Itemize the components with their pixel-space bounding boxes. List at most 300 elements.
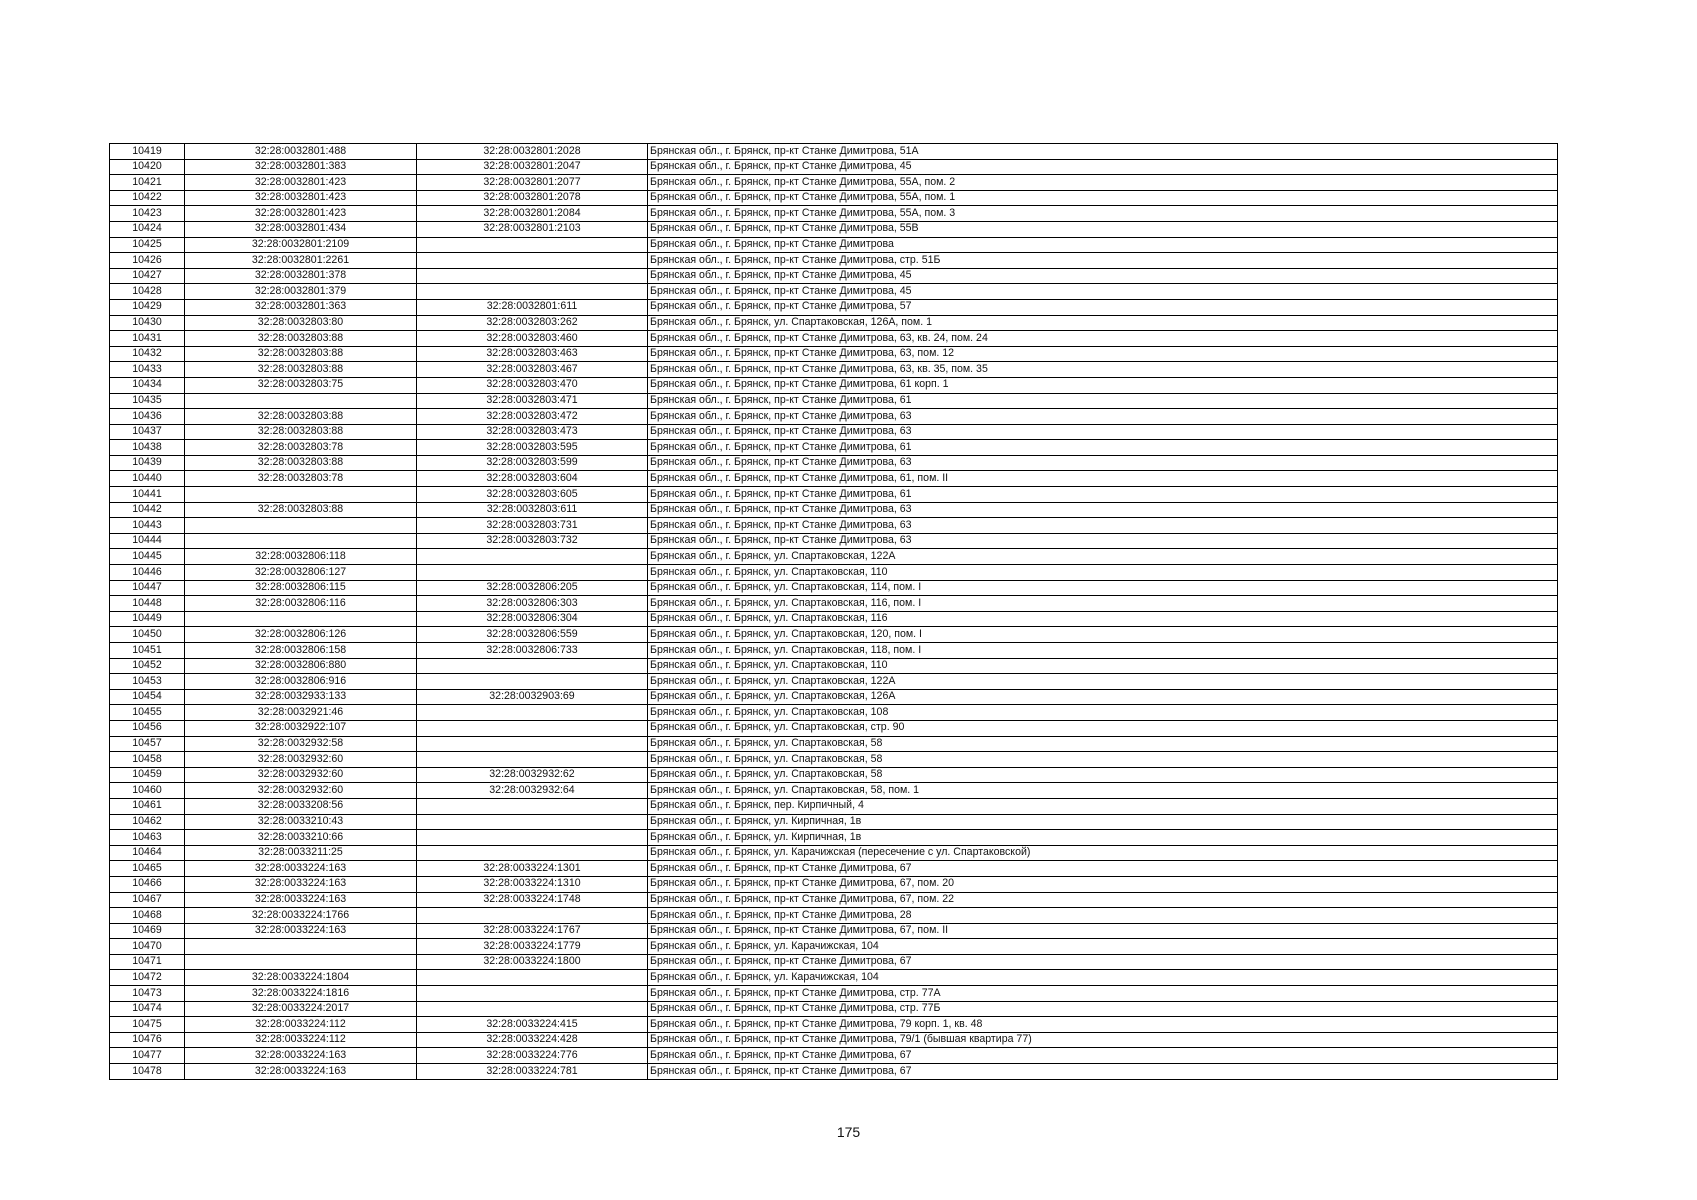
address-cell: Брянская обл., г. Брянск, ул. Спартаковская, 120, пом. I <box>648 627 1558 643</box>
row-number-cell: 10474 <box>110 1001 185 1017</box>
table-row <box>110 424 1558 440</box>
object-cadastral-number-cell: 32:28:0033224:1748 <box>417 892 648 908</box>
address-cell: Брянская обл., г. Брянск, пр-кт Станке Димитрова, 67 <box>648 861 1558 877</box>
object-cadastral-number-cell: 32:28:0032803:470 <box>417 377 648 393</box>
address-cell: Брянская обл., г. Брянск, пр-кт Станке Димитрова, стр. 51Б <box>648 253 1558 269</box>
address-cell: Брянская обл., г. Брянск, пр-кт Станке Димитрова, 45 <box>648 159 1558 175</box>
row-number-cell: 10424 <box>110 221 185 237</box>
table-row <box>110 798 1558 814</box>
row-number-cell: 10419 <box>110 144 185 160</box>
parcel-cadastral-number-cell <box>185 393 417 409</box>
row-number-cell: 10459 <box>110 767 185 783</box>
parcel-cadastral-number-cell: 32:28:0032803:88 <box>185 502 417 518</box>
table-row <box>110 159 1558 175</box>
table-row <box>110 502 1558 518</box>
table-row <box>110 954 1558 970</box>
parcel-cadastral-number-cell: 32:28:0032801:423 <box>185 175 417 191</box>
address-cell: Брянская обл., г. Брянск, пр-кт Станке Димитрова, 67, пом. 22 <box>648 892 1558 908</box>
address-cell: Брянская обл., г. Брянск, пр-кт Станке Димитрова, 28 <box>648 908 1558 924</box>
address-cell: Брянская обл., г. Брянск, пер. Кирпичный, 4 <box>648 798 1558 814</box>
table-row <box>110 284 1558 300</box>
parcel-cadastral-number-cell: 32:28:0032806:916 <box>185 674 417 690</box>
table-row <box>110 237 1558 253</box>
row-number-cell: 10452 <box>110 658 185 674</box>
parcel-cadastral-number-cell: 32:28:0033224:163 <box>185 892 417 908</box>
row-number-cell: 10467 <box>110 892 185 908</box>
address-cell: Брянская обл., г. Брянск, пр-кт Станке Димитрова, 63, пом. 12 <box>648 346 1558 362</box>
parcel-cadastral-number-cell <box>185 611 417 627</box>
row-number-cell: 10451 <box>110 643 185 659</box>
row-number-cell: 10440 <box>110 471 185 487</box>
object-cadastral-number-cell: 32:28:0032801:2077 <box>417 175 648 191</box>
address-cell: Брянская обл., г. Брянск, пр-кт Станке Димитрова, 55А, пом. 1 <box>648 190 1558 206</box>
object-cadastral-number-cell <box>417 752 648 768</box>
parcel-cadastral-number-cell: 32:28:0032803:75 <box>185 377 417 393</box>
address-cell: Брянская обл., г. Брянск, пр-кт Станке Димитрова, 61 <box>648 393 1558 409</box>
table-row <box>110 627 1558 643</box>
address-cell: Брянская обл., г. Брянск, пр-кт Станке Димитрова, 67, пом. 20 <box>648 876 1558 892</box>
address-cell: Брянская обл., г. Брянск, пр-кт Станке Димитрова, 45 <box>648 268 1558 284</box>
table-row <box>110 923 1558 939</box>
table-row <box>110 253 1558 269</box>
parcel-cadastral-number-cell: 32:28:0032803:88 <box>185 409 417 425</box>
parcel-cadastral-number-cell: 32:28:0033210:43 <box>185 814 417 830</box>
parcel-cadastral-number-cell: 32:28:0033224:112 <box>185 1032 417 1048</box>
row-number-cell: 10462 <box>110 814 185 830</box>
address-cell: Брянская обл., г. Брянск, пр-кт Станке Димитрова <box>648 237 1558 253</box>
object-cadastral-number-cell <box>417 720 648 736</box>
table-row <box>110 736 1558 752</box>
row-number-cell: 10473 <box>110 986 185 1002</box>
parcel-cadastral-number-cell <box>185 518 417 534</box>
object-cadastral-number-cell: 32:28:0033224:1800 <box>417 954 648 970</box>
object-cadastral-number-cell <box>417 830 648 846</box>
parcel-cadastral-number-cell: 32:28:0032803:80 <box>185 315 417 331</box>
object-cadastral-number-cell: 32:28:0032803:463 <box>417 346 648 362</box>
table-row <box>110 409 1558 425</box>
table-row <box>110 377 1558 393</box>
row-number-cell: 10477 <box>110 1048 185 1064</box>
address-cell: Брянская обл., г. Брянск, пр-кт Станке Димитрова, 63, кв. 24, пом. 24 <box>648 331 1558 347</box>
table-row <box>110 783 1558 799</box>
object-cadastral-number-cell: 32:28:0032803:732 <box>417 533 648 549</box>
address-cell: Брянская обл., г. Брянск, пр-кт Станке Димитрова, 61 <box>648 487 1558 503</box>
address-cell: Брянская обл., г. Брянск, ул. Спартаковская, 126А, пом. 1 <box>648 315 1558 331</box>
table-row <box>110 487 1558 503</box>
row-number-cell: 10469 <box>110 923 185 939</box>
parcel-cadastral-number-cell: 32:28:0032806:116 <box>185 596 417 612</box>
row-number-cell: 10475 <box>110 1017 185 1033</box>
row-number-cell: 10466 <box>110 876 185 892</box>
parcel-cadastral-number-cell: 32:28:0032806:127 <box>185 565 417 581</box>
address-cell: Брянская обл., г. Брянск, ул. Спартаковская, 122А <box>648 674 1558 690</box>
parcel-cadastral-number-cell: 32:28:0032803:78 <box>185 440 417 456</box>
object-cadastral-number-cell <box>417 1001 648 1017</box>
table-row <box>110 518 1558 534</box>
parcel-cadastral-number-cell: 32:28:0033224:163 <box>185 861 417 877</box>
parcel-cadastral-number-cell: 32:28:0033224:2017 <box>185 1001 417 1017</box>
table-row <box>110 596 1558 612</box>
object-cadastral-number-cell <box>417 970 648 986</box>
parcel-cadastral-number-cell: 32:28:0032933:133 <box>185 689 417 705</box>
object-cadastral-number-cell: 32:28:0032803:467 <box>417 362 648 378</box>
parcel-cadastral-number-cell: 32:28:0033211:25 <box>185 845 417 861</box>
object-cadastral-number-cell: 32:28:0032932:62 <box>417 767 648 783</box>
address-cell: Брянская обл., г. Брянск, пр-кт Станке Димитрова, 55А, пом. 2 <box>648 175 1558 191</box>
object-cadastral-number-cell: 32:28:0032801:2047 <box>417 159 648 175</box>
address-cell: Брянская обл., г. Брянск, пр-кт Станке Димитрова, 57 <box>648 299 1558 315</box>
parcel-cadastral-number-cell: 32:28:0032803:88 <box>185 362 417 378</box>
table-row <box>110 986 1558 1002</box>
parcel-cadastral-number-cell: 32:28:0032932:60 <box>185 767 417 783</box>
table-row <box>110 346 1558 362</box>
row-number-cell: 10458 <box>110 752 185 768</box>
object-cadastral-number-cell: 32:28:0032806:733 <box>417 643 648 659</box>
address-cell: Брянская обл., г. Брянск, пр-кт Станке Димитрова, 67 <box>648 1064 1558 1080</box>
parcel-cadastral-number-cell: 32:28:0032803:88 <box>185 455 417 471</box>
table-row <box>110 892 1558 908</box>
parcel-cadastral-number-cell: 32:28:0032801:434 <box>185 221 417 237</box>
row-number-cell: 10447 <box>110 580 185 596</box>
object-cadastral-number-cell <box>417 284 648 300</box>
object-cadastral-number-cell <box>417 736 648 752</box>
object-cadastral-number-cell <box>417 549 648 565</box>
table-row <box>110 876 1558 892</box>
row-number-cell: 10429 <box>110 299 185 315</box>
object-cadastral-number-cell: 32:28:0033224:781 <box>417 1064 648 1080</box>
parcel-cadastral-number-cell: 32:28:0033224:163 <box>185 1048 417 1064</box>
address-cell: Брянская обл., г. Брянск, ул. Кирпичная, 1в <box>648 814 1558 830</box>
row-number-cell: 10441 <box>110 487 185 503</box>
parcel-cadastral-number-cell: 32:28:0032801:378 <box>185 268 417 284</box>
row-number-cell: 10463 <box>110 830 185 846</box>
object-cadastral-number-cell: 32:28:0032803:611 <box>417 502 648 518</box>
page-number: 175 <box>836 1124 861 1140</box>
table-row <box>110 331 1558 347</box>
address-cell: Брянская обл., г. Брянск, ул. Спартаковская, 58 <box>648 767 1558 783</box>
table-row <box>110 752 1558 768</box>
object-cadastral-number-cell: 32:28:0033224:1779 <box>417 939 648 955</box>
object-cadastral-number-cell: 32:28:0032803:460 <box>417 331 648 347</box>
object-cadastral-number-cell <box>417 814 648 830</box>
address-cell: Брянская обл., г. Брянск, пр-кт Станке Димитрова, 63 <box>648 518 1558 534</box>
row-number-cell: 10470 <box>110 939 185 955</box>
table-row <box>110 611 1558 627</box>
table-row <box>110 1048 1558 1064</box>
parcel-cadastral-number-cell: 32:28:0033224:163 <box>185 876 417 892</box>
parcel-cadastral-number-cell: 32:28:0033224:1816 <box>185 986 417 1002</box>
row-number-cell: 10468 <box>110 908 185 924</box>
row-number-cell: 10455 <box>110 705 185 721</box>
address-cell: Брянская обл., г. Брянск, пр-кт Станке Димитрова, 45 <box>648 284 1558 300</box>
object-cadastral-number-cell: 32:28:0032803:605 <box>417 487 648 503</box>
table-row <box>110 440 1558 456</box>
table-row <box>110 939 1558 955</box>
parcel-cadastral-number-cell: 32:28:0032806:126 <box>185 627 417 643</box>
address-cell: Брянская обл., г. Брянск, пр-кт Станке Димитрова, 55А, пом. 3 <box>648 206 1558 222</box>
row-number-cell: 10445 <box>110 549 185 565</box>
table-row <box>110 393 1558 409</box>
address-cell: Брянская обл., г. Брянск, ул. Спартаковская, 108 <box>648 705 1558 721</box>
table-row <box>110 830 1558 846</box>
address-cell: Брянская обл., г. Брянск, пр-кт Станке Димитрова, 63 <box>648 502 1558 518</box>
row-number-cell: 10476 <box>110 1032 185 1048</box>
table-row <box>110 1064 1558 1080</box>
parcel-cadastral-number-cell: 32:28:0032803:88 <box>185 331 417 347</box>
register-table <box>109 143 1558 1080</box>
table-row <box>110 658 1558 674</box>
address-cell: Брянская обл., г. Брянск, ул. Спартаковская, 110 <box>648 658 1558 674</box>
object-cadastral-number-cell: 32:28:0032803:473 <box>417 424 648 440</box>
row-number-cell: 10432 <box>110 346 185 362</box>
parcel-cadastral-number-cell: 32:28:0032801:2109 <box>185 237 417 253</box>
row-number-cell: 10434 <box>110 377 185 393</box>
table-row <box>110 315 1558 331</box>
address-cell: Брянская обл., г. Брянск, пр-кт Станке Димитрова, 51А <box>648 144 1558 160</box>
row-number-cell: 10420 <box>110 159 185 175</box>
address-cell: Брянская обл., г. Брянск, пр-кт Станке Димитрова, 61 <box>648 440 1558 456</box>
parcel-cadastral-number-cell: 32:28:0033210:66 <box>185 830 417 846</box>
parcel-cadastral-number-cell: 32:28:0032932:60 <box>185 783 417 799</box>
row-number-cell: 10435 <box>110 393 185 409</box>
row-number-cell: 10431 <box>110 331 185 347</box>
address-cell: Брянская обл., г. Брянск, ул. Спартаковская, 110 <box>648 565 1558 581</box>
address-cell: Брянская обл., г. Брянск, ул. Спартаковская, 114, пом. I <box>648 580 1558 596</box>
parcel-cadastral-number-cell: 32:28:0032801:2261 <box>185 253 417 269</box>
table-row <box>110 268 1558 284</box>
row-number-cell: 10471 <box>110 954 185 970</box>
address-cell: Брянская обл., г. Брянск, пр-кт Станке Димитрова, 67, пом. II <box>648 923 1558 939</box>
object-cadastral-number-cell <box>417 565 648 581</box>
address-cell: Брянская обл., г. Брянск, пр-кт Станке Димитрова, стр. 77Б <box>648 1001 1558 1017</box>
table-row <box>110 175 1558 191</box>
row-number-cell: 10449 <box>110 611 185 627</box>
object-cadastral-number-cell <box>417 658 648 674</box>
table-row <box>110 455 1558 471</box>
address-cell: Брянская обл., г. Брянск, ул. Спартаковская, 118, пом. I <box>648 643 1558 659</box>
parcel-cadastral-number-cell: 32:28:0033224:1766 <box>185 908 417 924</box>
table-row <box>110 580 1558 596</box>
address-cell: Брянская обл., г. Брянск, пр-кт Станке Димитрова, 67 <box>648 954 1558 970</box>
table-row <box>110 533 1558 549</box>
table-row <box>110 190 1558 206</box>
address-cell: Брянская обл., г. Брянск, пр-кт Станке Димитрова, 63 <box>648 455 1558 471</box>
address-cell: Брянская обл., г. Брянск, ул. Спартаковская, 116, пом. I <box>648 596 1558 612</box>
row-number-cell: 10448 <box>110 596 185 612</box>
row-number-cell: 10438 <box>110 440 185 456</box>
table-row <box>110 845 1558 861</box>
row-number-cell: 10436 <box>110 409 185 425</box>
address-cell: Брянская обл., г. Брянск, пр-кт Станке Димитрова, 61, пом. II <box>648 471 1558 487</box>
object-cadastral-number-cell: 32:28:0032801:2084 <box>417 206 648 222</box>
parcel-cadastral-number-cell: 32:28:0032806:880 <box>185 658 417 674</box>
table-row <box>110 1032 1558 1048</box>
object-cadastral-number-cell: 32:28:0032806:303 <box>417 596 648 612</box>
register-table-container <box>109 143 1557 1080</box>
object-cadastral-number-cell: 32:28:0032803:604 <box>417 471 648 487</box>
object-cadastral-number-cell: 32:28:0033224:776 <box>417 1048 648 1064</box>
object-cadastral-number-cell <box>417 986 648 1002</box>
table-row <box>110 221 1558 237</box>
parcel-cadastral-number-cell: 32:28:0032921:46 <box>185 705 417 721</box>
object-cadastral-number-cell: 32:28:0032903:69 <box>417 689 648 705</box>
address-cell: Брянская обл., г. Брянск, пр-кт Станке Димитрова, 61 корп. 1 <box>648 377 1558 393</box>
object-cadastral-number-cell: 32:28:0033224:428 <box>417 1032 648 1048</box>
row-number-cell: 10443 <box>110 518 185 534</box>
parcel-cadastral-number-cell: 32:28:0032803:88 <box>185 346 417 362</box>
object-cadastral-number-cell <box>417 268 648 284</box>
address-cell: Брянская обл., г. Брянск, пр-кт Станке Димитрова, 63, кв. 35, пом. 35 <box>648 362 1558 378</box>
address-cell: Брянская обл., г. Брянск, ул. Спартаковская, 126А <box>648 689 1558 705</box>
row-number-cell: 10457 <box>110 736 185 752</box>
object-cadastral-number-cell: 32:28:0033224:415 <box>417 1017 648 1033</box>
object-cadastral-number-cell <box>417 705 648 721</box>
parcel-cadastral-number-cell: 32:28:0032806:158 <box>185 643 417 659</box>
parcel-cadastral-number-cell: 32:28:0032801:379 <box>185 284 417 300</box>
address-cell: Брянская обл., г. Брянск, пр-кт Станке Димитрова, 63 <box>648 409 1558 425</box>
row-number-cell: 10442 <box>110 502 185 518</box>
object-cadastral-number-cell: 32:28:0032801:2078 <box>417 190 648 206</box>
object-cadastral-number-cell <box>417 908 648 924</box>
object-cadastral-number-cell: 32:28:0032801:2028 <box>417 144 648 160</box>
table-row <box>110 1017 1558 1033</box>
object-cadastral-number-cell <box>417 237 648 253</box>
table-row <box>110 565 1558 581</box>
parcel-cadastral-number-cell: 32:28:0032932:60 <box>185 752 417 768</box>
object-cadastral-number-cell <box>417 674 648 690</box>
parcel-cadastral-number-cell <box>185 954 417 970</box>
row-number-cell: 10433 <box>110 362 185 378</box>
table-row <box>110 689 1558 705</box>
parcel-cadastral-number-cell: 32:28:0032801:488 <box>185 144 417 160</box>
row-number-cell: 10456 <box>110 720 185 736</box>
table-row <box>110 206 1558 222</box>
row-number-cell: 10464 <box>110 845 185 861</box>
object-cadastral-number-cell: 32:28:0033224:1767 <box>417 923 648 939</box>
parcel-cadastral-number-cell: 32:28:0032803:88 <box>185 424 417 440</box>
parcel-cadastral-number-cell: 32:28:0032922:107 <box>185 720 417 736</box>
parcel-cadastral-number-cell: 32:28:0032801:383 <box>185 159 417 175</box>
table-row <box>110 861 1558 877</box>
row-number-cell: 10453 <box>110 674 185 690</box>
row-number-cell: 10423 <box>110 206 185 222</box>
table-row <box>110 362 1558 378</box>
address-cell: Брянская обл., г. Брянск, ул. Спартаковская, 116 <box>648 611 1558 627</box>
address-cell: Брянская обл., г. Брянск, ул. Карачижская, 104 <box>648 939 1558 955</box>
address-cell: Брянская обл., г. Брянск, пр-кт Станке Димитрова, 63 <box>648 533 1558 549</box>
object-cadastral-number-cell: 32:28:0032801:2103 <box>417 221 648 237</box>
row-number-cell: 10422 <box>110 190 185 206</box>
parcel-cadastral-number-cell: 32:28:0032801:363 <box>185 299 417 315</box>
table-row <box>110 720 1558 736</box>
table-row <box>110 908 1558 924</box>
parcel-cadastral-number-cell <box>185 487 417 503</box>
table-row <box>110 643 1558 659</box>
row-number-cell: 10427 <box>110 268 185 284</box>
parcel-cadastral-number-cell <box>185 939 417 955</box>
address-cell: Брянская обл., г. Брянск, пр-кт Станке Димитрова, 67 <box>648 1048 1558 1064</box>
object-cadastral-number-cell: 32:28:0032803:731 <box>417 518 648 534</box>
row-number-cell: 10460 <box>110 783 185 799</box>
row-number-cell: 10472 <box>110 970 185 986</box>
parcel-cadastral-number-cell: 32:28:0032803:78 <box>185 471 417 487</box>
register-table-body <box>110 144 1558 1080</box>
object-cadastral-number-cell: 32:28:0032806:304 <box>417 611 648 627</box>
table-row <box>110 970 1558 986</box>
address-cell: Брянская обл., г. Брянск, ул. Кирпичная, 1в <box>648 830 1558 846</box>
address-cell: Брянская обл., г. Брянск, ул. Карачижская, 104 <box>648 970 1558 986</box>
address-cell: Брянская обл., г. Брянск, ул. Карачижская (пересечение с ул. Спартаковской) <box>648 845 1558 861</box>
table-row <box>110 471 1558 487</box>
row-number-cell: 10444 <box>110 533 185 549</box>
row-number-cell: 10430 <box>110 315 185 331</box>
table-row <box>110 767 1558 783</box>
object-cadastral-number-cell: 32:28:0032806:559 <box>417 627 648 643</box>
parcel-cadastral-number-cell: 32:28:0033224:1804 <box>185 970 417 986</box>
parcel-cadastral-number-cell <box>185 533 417 549</box>
parcel-cadastral-number-cell: 32:28:0033208:56 <box>185 798 417 814</box>
object-cadastral-number-cell: 32:28:0033224:1310 <box>417 876 648 892</box>
table-row <box>110 705 1558 721</box>
row-number-cell: 10465 <box>110 861 185 877</box>
address-cell: Брянская обл., г. Брянск, ул. Спартаковская, 58, пом. 1 <box>648 783 1558 799</box>
address-cell: Брянская обл., г. Брянск, пр-кт Станке Димитрова, 55В <box>648 221 1558 237</box>
table-row <box>110 549 1558 565</box>
address-cell: Брянская обл., г. Брянск, ул. Спартаковская, 122А <box>648 549 1558 565</box>
object-cadastral-number-cell: 32:28:0032803:262 <box>417 315 648 331</box>
object-cadastral-number-cell: 32:28:0033224:1301 <box>417 861 648 877</box>
table-row <box>110 674 1558 690</box>
row-number-cell: 10426 <box>110 253 185 269</box>
row-number-cell: 10454 <box>110 689 185 705</box>
parcel-cadastral-number-cell: 32:28:0032801:423 <box>185 206 417 222</box>
table-row <box>110 814 1558 830</box>
address-cell: Брянская обл., г. Брянск, пр-кт Станке Димитрова, 79 корп. 1, кв. 48 <box>648 1017 1558 1033</box>
object-cadastral-number-cell <box>417 798 648 814</box>
object-cadastral-number-cell: 32:28:0032803:471 <box>417 393 648 409</box>
parcel-cadastral-number-cell: 32:28:0033224:163 <box>185 923 417 939</box>
row-number-cell: 10461 <box>110 798 185 814</box>
table-row <box>110 1001 1558 1017</box>
row-number-cell: 10437 <box>110 424 185 440</box>
object-cadastral-number-cell <box>417 253 648 269</box>
row-number-cell: 10478 <box>110 1064 185 1080</box>
object-cadastral-number-cell: 32:28:0032803:472 <box>417 409 648 425</box>
address-cell: Брянская обл., г. Брянск, пр-кт Станке Димитрова, стр. 77А <box>648 986 1558 1002</box>
parcel-cadastral-number-cell: 32:28:0033224:163 <box>185 1064 417 1080</box>
object-cadastral-number-cell: 32:28:0032801:611 <box>417 299 648 315</box>
table-row <box>110 299 1558 315</box>
object-cadastral-number-cell: 32:28:0032803:595 <box>417 440 648 456</box>
parcel-cadastral-number-cell: 32:28:0032801:423 <box>185 190 417 206</box>
row-number-cell: 10450 <box>110 627 185 643</box>
address-cell: Брянская обл., г. Брянск, пр-кт Станке Димитрова, 79/1 (бывшая квартира 77) <box>648 1032 1558 1048</box>
object-cadastral-number-cell: 32:28:0032806:205 <box>417 580 648 596</box>
table-row <box>110 144 1558 160</box>
row-number-cell: 10425 <box>110 237 185 253</box>
parcel-cadastral-number-cell: 32:28:0032932:58 <box>185 736 417 752</box>
object-cadastral-number-cell: 32:28:0032932:64 <box>417 783 648 799</box>
address-cell: Брянская обл., г. Брянск, ул. Спартаковская, стр. 90 <box>648 720 1558 736</box>
address-cell: Брянская обл., г. Брянск, ул. Спартаковская, 58 <box>648 752 1558 768</box>
parcel-cadastral-number-cell: 32:28:0033224:112 <box>185 1017 417 1033</box>
address-cell: Брянская обл., г. Брянск, пр-кт Станке Димитрова, 63 <box>648 424 1558 440</box>
row-number-cell: 10428 <box>110 284 185 300</box>
row-number-cell: 10421 <box>110 175 185 191</box>
row-number-cell: 10446 <box>110 565 185 581</box>
address-cell: Брянская обл., г. Брянск, ул. Спартаковская, 58 <box>648 736 1558 752</box>
object-cadastral-number-cell: 32:28:0032803:599 <box>417 455 648 471</box>
